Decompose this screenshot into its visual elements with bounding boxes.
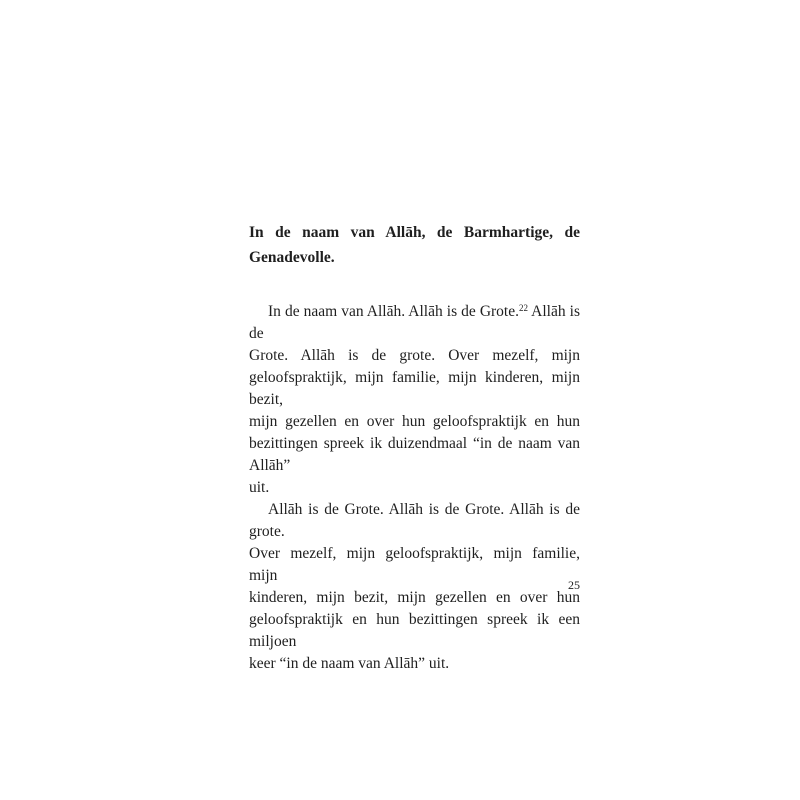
body-text [249, 301, 580, 675]
paragraph-1-line-3: geloofspraktijk, mijn familie, mijn kinderen, mijn bezit, [249, 369, 580, 408]
page-number: 25 [568, 578, 580, 592]
section-heading [249, 220, 580, 270]
heading-line-1: In de naam van Allāh, de Barmhartige, de [249, 224, 580, 241]
footnote-marker: 22 [518, 303, 528, 313]
paragraph-1-line-1 [249, 301, 580, 345]
paragraph-2-line-1: Allāh is de Grote. Allāh is de Grote. Allāh is de grote. [249, 501, 580, 540]
paragraph-2-line-2: Over mezelf, mijn geloofspraktijk, mijn familie, mijn [249, 545, 580, 584]
paragraph-2-line-3: kinderen, mijn bezit, mijn gezellen en over hun [249, 589, 580, 606]
paragraph-1-line-6: uit. [249, 479, 270, 496]
paragraph-1-line-2: Grote. Allāh is de grote. Over mezelf, mijn [249, 347, 580, 364]
paragraph-1 [249, 301, 580, 499]
paragraph-1-line-4: mijn gezellen en over hun geloofspraktijk en hun [249, 413, 580, 430]
heading-line-2: Genadevolle. [249, 249, 335, 266]
paragraph-2-line-5: keer “in de naam van Allāh” uit. [249, 655, 450, 672]
paragraph-2 [249, 499, 580, 675]
paragraph-1-line-5: bezittingen spreek ik duizendmaal “in de naam van Allāh” [249, 435, 580, 474]
text-block [249, 220, 580, 675]
paragraph-2-line-4: geloofspraktijk en hun bezittingen spreek ik een miljoen [249, 611, 580, 650]
paragraph-1-line-1-text: In de naam van Allāh. Allāh is de Grote. [268, 303, 519, 320]
paragraph-1-line-1-tail: Allāh is de [249, 303, 580, 342]
